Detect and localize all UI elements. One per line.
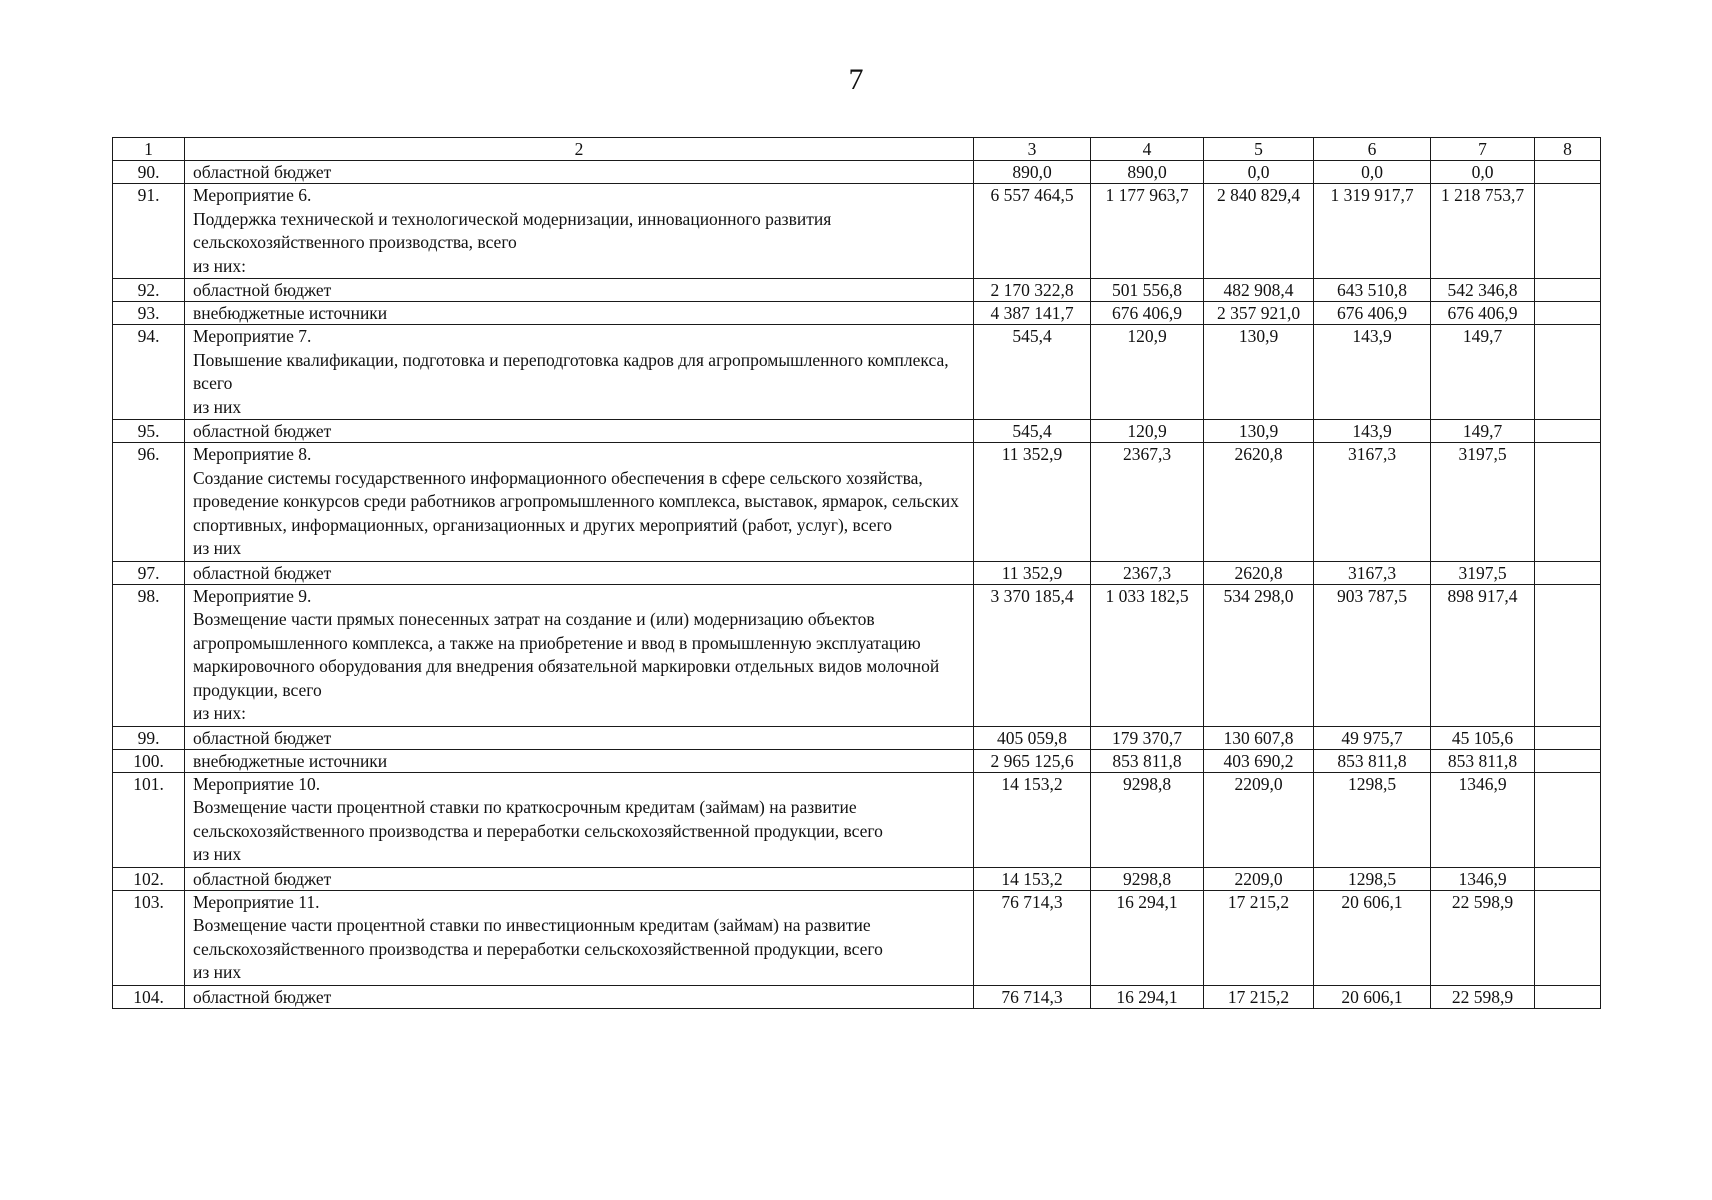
row-text: Возмещение части прямых понесенных затрат на создание и (или) модернизацию объектов агропромышленного комплекса, а также на приобретение и ввод в промышленную эксплуатацию маркировочного оборудования для внедрения обязательной маркировки отдельных видов молочной продукции, всего xyxy=(193,609,940,700)
col8-cell xyxy=(1535,279,1601,302)
header-cell: 5 xyxy=(1204,138,1314,161)
row-number: 93. xyxy=(113,302,185,325)
table-row xyxy=(113,985,1601,1008)
col8-cell xyxy=(1535,443,1601,562)
col8-cell xyxy=(1535,749,1601,772)
value-cell: 45 105,6 xyxy=(1431,726,1535,749)
value-cell: 17 215,2 xyxy=(1204,890,1314,985)
row-description xyxy=(185,302,974,325)
row-text: Повышение квалификации, подготовка и переподготовка кадров для агропромышленного комплекса, всего xyxy=(193,349,949,393)
value-cell: 17 215,2 xyxy=(1204,985,1314,1008)
value-cell: 1 218 753,7 xyxy=(1431,184,1535,279)
row-description xyxy=(185,443,974,562)
header-cell: 6 xyxy=(1314,138,1431,161)
row-number: 96. xyxy=(113,443,185,562)
value-cell: 16 294,1 xyxy=(1091,890,1204,985)
value-cell: 9298,8 xyxy=(1091,867,1204,890)
row-number: 101. xyxy=(113,772,185,867)
value-cell: 14 153,2 xyxy=(974,772,1091,867)
row-text: Поддержка технической и технологической модернизации, инновационного развития сельскохозяйственного производства, всего xyxy=(193,208,832,252)
header-cell: 2 xyxy=(185,138,974,161)
table-row xyxy=(113,443,1601,562)
value-cell: 676 406,9 xyxy=(1314,302,1431,325)
col8-cell xyxy=(1535,184,1601,279)
value-cell: 20 606,1 xyxy=(1314,890,1431,985)
row-subheading: из них xyxy=(193,844,242,864)
col8-cell xyxy=(1535,726,1601,749)
row-number: 94. xyxy=(113,325,185,420)
value-cell: 643 510,8 xyxy=(1314,279,1431,302)
table-row xyxy=(113,161,1601,184)
value-cell: 4 387 141,7 xyxy=(974,302,1091,325)
value-cell: 3197,5 xyxy=(1431,561,1535,584)
header-cell: 7 xyxy=(1431,138,1535,161)
value-cell: 903 787,5 xyxy=(1314,584,1431,726)
row-number: 92. xyxy=(113,279,185,302)
row-number: 91. xyxy=(113,184,185,279)
value-cell: 11 352,9 xyxy=(974,443,1091,562)
row-description xyxy=(185,161,974,184)
value-cell: 1346,9 xyxy=(1431,772,1535,867)
col8-cell xyxy=(1535,867,1601,890)
value-cell: 143,9 xyxy=(1314,420,1431,443)
row-title: Мероприятие 11. xyxy=(193,891,320,912)
row-number: 98. xyxy=(113,584,185,726)
col8-cell xyxy=(1535,325,1601,420)
budget-table xyxy=(112,137,1601,1009)
value-cell: 120,9 xyxy=(1091,420,1204,443)
value-cell: 501 556,8 xyxy=(1091,279,1204,302)
value-cell: 676 406,9 xyxy=(1431,302,1535,325)
row-title: Мероприятие 10. xyxy=(193,773,321,794)
row-number: 103. xyxy=(113,890,185,985)
row-title: внебюджетные источники xyxy=(193,303,388,323)
row-number: 100. xyxy=(113,749,185,772)
value-cell: 22 598,9 xyxy=(1431,985,1535,1008)
value-cell: 49 975,7 xyxy=(1314,726,1431,749)
value-cell: 898 917,4 xyxy=(1431,584,1535,726)
row-description xyxy=(185,867,974,890)
table-row xyxy=(113,325,1601,420)
table-row xyxy=(113,279,1601,302)
row-description xyxy=(185,772,974,867)
value-cell: 11 352,9 xyxy=(974,561,1091,584)
row-title: Мероприятие 6. xyxy=(193,185,312,205)
value-cell: 130,9 xyxy=(1204,325,1314,420)
row-description xyxy=(185,985,974,1008)
table-row xyxy=(113,584,1601,726)
value-cell: 120,9 xyxy=(1091,325,1204,420)
value-cell: 3167,3 xyxy=(1314,443,1431,562)
header-cell: 1 xyxy=(113,138,185,161)
value-cell: 545,4 xyxy=(974,325,1091,420)
col8-cell xyxy=(1535,772,1601,867)
col8-cell xyxy=(1535,561,1601,584)
row-title: Мероприятие 9. xyxy=(193,585,312,606)
value-cell: 534 298,0 xyxy=(1204,584,1314,726)
row-title: областной бюджет xyxy=(193,421,332,441)
row-description xyxy=(185,420,974,443)
row-title: областной бюджет xyxy=(193,162,332,182)
col8-cell xyxy=(1535,302,1601,325)
row-number: 104. xyxy=(113,985,185,1008)
value-cell: 76 714,3 xyxy=(974,985,1091,1008)
value-cell: 0,0 xyxy=(1431,161,1535,184)
table-row xyxy=(113,749,1601,772)
col8-cell xyxy=(1535,890,1601,985)
value-cell: 20 606,1 xyxy=(1314,985,1431,1008)
value-cell: 545,4 xyxy=(974,420,1091,443)
row-description xyxy=(185,749,974,772)
row-description xyxy=(185,184,974,279)
header-cell: 8 xyxy=(1535,138,1601,161)
value-cell: 0,0 xyxy=(1314,161,1431,184)
value-cell: 2 170 322,8 xyxy=(974,279,1091,302)
value-cell: 403 690,2 xyxy=(1204,749,1314,772)
value-cell: 2620,8 xyxy=(1204,561,1314,584)
value-cell: 853 811,8 xyxy=(1314,749,1431,772)
table-row xyxy=(113,184,1601,279)
value-cell: 2 840 829,4 xyxy=(1204,184,1314,279)
row-subheading: из них xyxy=(193,538,242,558)
value-cell: 2 357 921,0 xyxy=(1204,302,1314,325)
row-number: 97. xyxy=(113,561,185,584)
value-cell: 1 319 917,7 xyxy=(1314,184,1431,279)
value-cell: 1346,9 xyxy=(1431,867,1535,890)
value-cell: 149,7 xyxy=(1431,420,1535,443)
value-cell: 3 370 185,4 xyxy=(974,584,1091,726)
value-cell: 2 965 125,6 xyxy=(974,749,1091,772)
value-cell: 149,7 xyxy=(1431,325,1535,420)
value-cell: 676 406,9 xyxy=(1091,302,1204,325)
row-description xyxy=(185,279,974,302)
value-cell: 130 607,8 xyxy=(1204,726,1314,749)
value-cell: 16 294,1 xyxy=(1091,985,1204,1008)
row-subheading: из них xyxy=(193,962,242,982)
value-cell: 1 033 182,5 xyxy=(1091,584,1204,726)
value-cell: 130,9 xyxy=(1204,420,1314,443)
header-cell: 3 xyxy=(974,138,1091,161)
value-cell: 6 557 464,5 xyxy=(974,184,1091,279)
value-cell: 2209,0 xyxy=(1204,867,1314,890)
value-cell: 9298,8 xyxy=(1091,772,1204,867)
row-description xyxy=(185,325,974,420)
value-cell: 890,0 xyxy=(1091,161,1204,184)
page-number: 7 xyxy=(848,63,864,96)
row-text: Возмещение части процентной ставки по инвестиционным кредитам (займам) на развитие сельскохозяйственного производства и переработки сельскохозяйственной продукции, всего xyxy=(193,915,883,959)
col8-cell xyxy=(1535,161,1601,184)
table-row xyxy=(113,726,1601,749)
row-number: 102. xyxy=(113,867,185,890)
value-cell: 2209,0 xyxy=(1204,772,1314,867)
row-subheading: из них: xyxy=(193,703,246,723)
value-cell: 3167,3 xyxy=(1314,561,1431,584)
table-row xyxy=(113,302,1601,325)
row-title: областной бюджет xyxy=(193,986,332,1007)
row-title: внебюджетные источники xyxy=(193,750,388,771)
value-cell: 482 908,4 xyxy=(1204,279,1314,302)
value-cell: 2367,3 xyxy=(1091,561,1204,584)
table-row xyxy=(113,867,1601,890)
row-number: 95. xyxy=(113,420,185,443)
value-cell: 0,0 xyxy=(1204,161,1314,184)
header-row xyxy=(113,138,1601,161)
value-cell: 14 153,2 xyxy=(974,867,1091,890)
row-subheading: из них xyxy=(193,396,242,417)
value-cell: 2367,3 xyxy=(1091,443,1204,562)
row-subheading: из них: xyxy=(193,255,246,276)
table-body xyxy=(113,138,1601,1009)
row-title: Мероприятие 7. xyxy=(193,326,312,346)
value-cell: 405 059,8 xyxy=(974,726,1091,749)
row-description xyxy=(185,890,974,985)
row-description xyxy=(185,561,974,584)
header-cell: 4 xyxy=(1091,138,1204,161)
row-title: областной бюджет xyxy=(193,868,332,889)
row-description xyxy=(185,584,974,726)
table-row xyxy=(113,772,1601,867)
col8-cell xyxy=(1535,985,1601,1008)
row-title: областной бюджет xyxy=(193,727,332,748)
table-row xyxy=(113,420,1601,443)
row-number: 90. xyxy=(113,161,185,184)
value-cell: 2620,8 xyxy=(1204,443,1314,562)
table-row xyxy=(113,890,1601,985)
value-cell: 890,0 xyxy=(974,161,1091,184)
row-title: Мероприятие 8. xyxy=(193,444,312,464)
value-cell: 3197,5 xyxy=(1431,443,1535,562)
value-cell: 76 714,3 xyxy=(974,890,1091,985)
value-cell: 22 598,9 xyxy=(1431,890,1535,985)
row-number: 99. xyxy=(113,726,185,749)
value-cell: 853 811,8 xyxy=(1091,749,1204,772)
value-cell: 143,9 xyxy=(1314,325,1431,420)
row-text: Возмещение части процентной ставки по краткосрочным кредитам (займам) на развитие сельскохозяйственного производства и переработки сельскохозяйственной продукции, всего xyxy=(193,797,883,841)
col8-cell xyxy=(1535,420,1601,443)
row-description xyxy=(185,726,974,749)
col8-cell xyxy=(1535,584,1601,726)
row-title: областной бюджет xyxy=(193,280,332,300)
value-cell: 542 346,8 xyxy=(1431,279,1535,302)
value-cell: 1298,5 xyxy=(1314,867,1431,890)
row-title: областной бюджет xyxy=(193,562,332,583)
table-row xyxy=(113,561,1601,584)
value-cell: 1298,5 xyxy=(1314,772,1431,867)
value-cell: 1 177 963,7 xyxy=(1091,184,1204,279)
value-cell: 853 811,8 xyxy=(1431,749,1535,772)
row-text: Создание системы государственного информационного обеспечения в сфере сельского хозяйства, проведение конкурсов среди работников агропромышленного комплекса, выставок, ярмарок, сельских спортивных, информационных, организационных и других мероприятий (работ, услуг), всего xyxy=(193,467,959,535)
value-cell: 179 370,7 xyxy=(1091,726,1204,749)
